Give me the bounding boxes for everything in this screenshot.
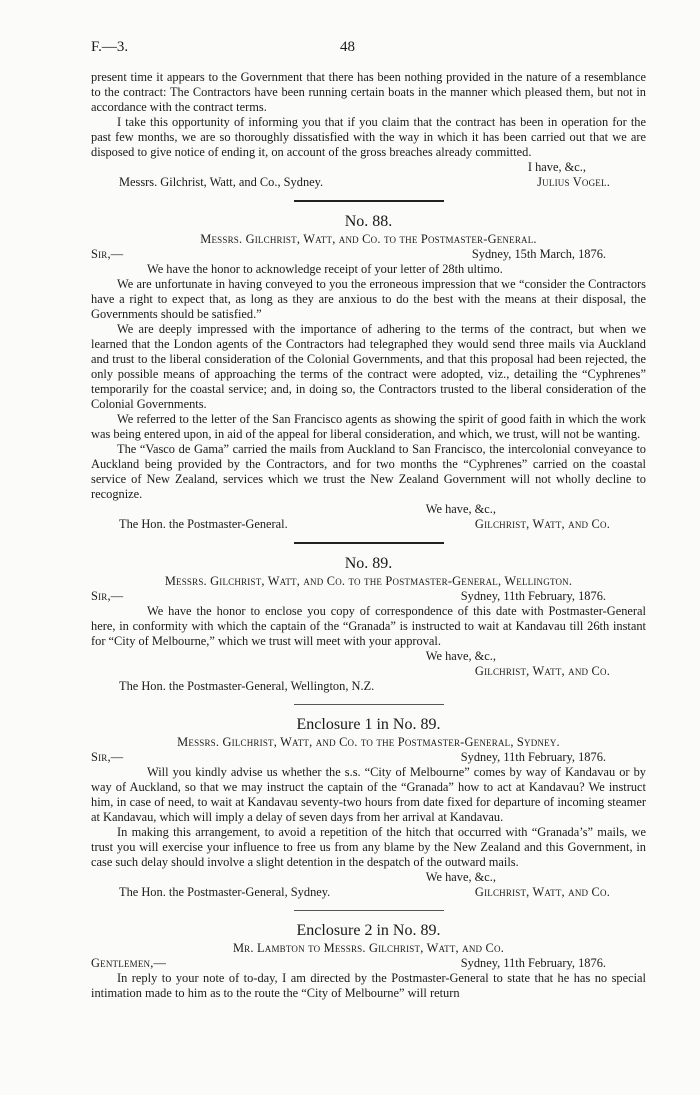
- paragraph: The “Vasco de Gama” carried the mails from Auckland to San Francisco, the intercolonial conveyance to Auckland being provided by the Contractors, and for two months the “Cyphrenes” carried on the coastal service of New Zealand, services which we trust the New Zealand Government will not wholly decline to recognize.: [91, 442, 646, 501]
- page-reference: F.—3.: [91, 39, 129, 55]
- closing: We have, &c.,: [425, 502, 496, 516]
- paragraph: We are deeply impressed with the importance of adhering to the terms of the contract, but when we learned that the London agents of the Contractors had telegraphed they would send three mails via Auckland and trust to the liberal consideration of the Colonial Governments, and that this proposal had been rejected, the only possible means of approaching the terms of the contract were adopted, viz., detailing the “Cyphrenes” temporarily for the coastal service; and, in doing so, the Contractors trusted to the liberal consideration of the Colonial Governments.: [91, 322, 646, 411]
- letter-date: Sydney, 11th February, 1876.: [460, 750, 606, 764]
- salutation: Sir,—: [91, 750, 124, 764]
- signature: Gilchrist, Watt, and Co.: [474, 885, 610, 899]
- addressee: The Hon. the Postmaster-General.: [119, 517, 288, 531]
- paragraph: In making this arrangement, to avoid a repetition of the hitch that occurred with “Granada’s” mails, we trust you will exercise your influence to free us from any blame by the New Zealand and this Government, in case such delay should involve a slight detention in the despatch of the outward mails.: [91, 825, 646, 869]
- signature: Julius Vogel.: [537, 175, 610, 189]
- letter-heading: No. 88.: [344, 213, 393, 230]
- letter-subhead: Messrs. Gilchrist, Watt, and Co. to the Postmaster-General, Sydney.: [177, 735, 560, 749]
- document-body: [91, 70, 646, 1001]
- paragraph: I take this opportunity of informing you that if you claim that the contract has been in operation for the past few months, we are so thoroughly dissatisfied with the way in which it has been carried out that we are disposed to give notice of ending it, on account of the gross breaches already committed.: [91, 115, 646, 159]
- addressee: The Hon. the Postmaster-General, Sydney.: [119, 885, 331, 899]
- letter-no-89: [91, 554, 646, 694]
- addressee: The Hon. the Postmaster-General, Wellington, N.Z.: [119, 679, 375, 693]
- letter-subhead: Messrs. Gilchrist, Watt, and Co. to the Postmaster-General, Wellington.: [164, 574, 573, 588]
- paragraph: We are unfortunate in having conveyed to you the erroneous impression that we “consider the Contractors have a right to expect that, as long as they are anxious to do the best with the means at their disposal, the Governments should be satisfied.”: [91, 277, 646, 321]
- letter-no-88: [91, 212, 646, 532]
- letter-date: Sydney, 11th February, 1876.: [460, 956, 606, 970]
- enclosure-2: [91, 921, 646, 1001]
- paragraph: We have the honor to acknowledge receipt of your letter of 28th ultimo.: [147, 262, 503, 276]
- letter-continued: [91, 70, 646, 190]
- paragraph: present time it appears to the Government that there has been nothing provided in the nature of a resemblance to the contract: The Contractors have been running certain boats in the manner which pleased them, but not in accordance with the contract terms.: [91, 70, 646, 114]
- letter-subhead: Messrs. Gilchrist, Watt, and Co. to the Postmaster-General.: [200, 232, 537, 246]
- letter-heading: No. 89.: [344, 555, 393, 572]
- section-divider: [294, 704, 444, 705]
- section-divider: [294, 200, 444, 202]
- paragraph: We referred to the letter of the San Francisco agents as showing the spirit of good faith in which the work was being entered upon, in aid of the appeal for liberal consideration, and which, we trust, will not be wanting.: [91, 412, 646, 441]
- addressee: Messrs. Gilchrist, Watt, and Co., Sydney.: [119, 175, 324, 189]
- salutation: Sir,—: [91, 247, 124, 261]
- enclosure-1: [91, 715, 646, 900]
- enclosure-heading: Enclosure 1 in No. 89.: [296, 716, 441, 733]
- enclosure-heading: Enclosure 2 in No. 89.: [296, 922, 441, 939]
- signature: Gilchrist, Watt, and Co.: [474, 664, 610, 678]
- letter-subhead: Mr. Lambton to Messrs. Gilchrist, Watt, and Co.: [232, 941, 505, 955]
- section-divider: [294, 542, 444, 544]
- paragraph: Will you kindly advise us whether the s.s. “City of Melbourne” comes by way of Kandavau or by way of Auckland, so that we may instruct the captain of the “Granada” how to act at Kandavau? We instruct him, in case of need, to wait at Kandavau seventy-two hours from date fixed for departure of incoming steamer at Kandavau, which will imply a delay of seven days from her arrival at Kandavau.: [91, 765, 646, 824]
- paragraph: We have the honor to enclose you copy of correspondence of this date with Postmaster-General here, in conformity with which the captain of the “Granada” is instructed to wait at Kandavau till 26th instant for “City of Melbourne,” which we trust will meet with your approval.: [91, 604, 646, 648]
- closing: I have, &c.,: [527, 160, 586, 174]
- closing: We have, &c.,: [425, 649, 496, 663]
- letter-date: Sydney, 11th February, 1876.: [460, 589, 606, 603]
- signature: Gilchrist, Watt, and Co.: [474, 517, 610, 531]
- section-divider: [294, 910, 444, 911]
- paragraph: In reply to your note of to-day, I am directed by the Postmaster-General to state that he has no special intimation made to him as to the route the “City of Melbourne” will return: [91, 971, 646, 1000]
- salutation: Sir,—: [91, 589, 124, 603]
- letter-date: Sydney, 15th March, 1876.: [471, 247, 606, 261]
- salutation: Gentlemen,—: [91, 956, 167, 970]
- page-number: 48: [340, 39, 355, 55]
- closing: We have, &c.,: [425, 870, 496, 884]
